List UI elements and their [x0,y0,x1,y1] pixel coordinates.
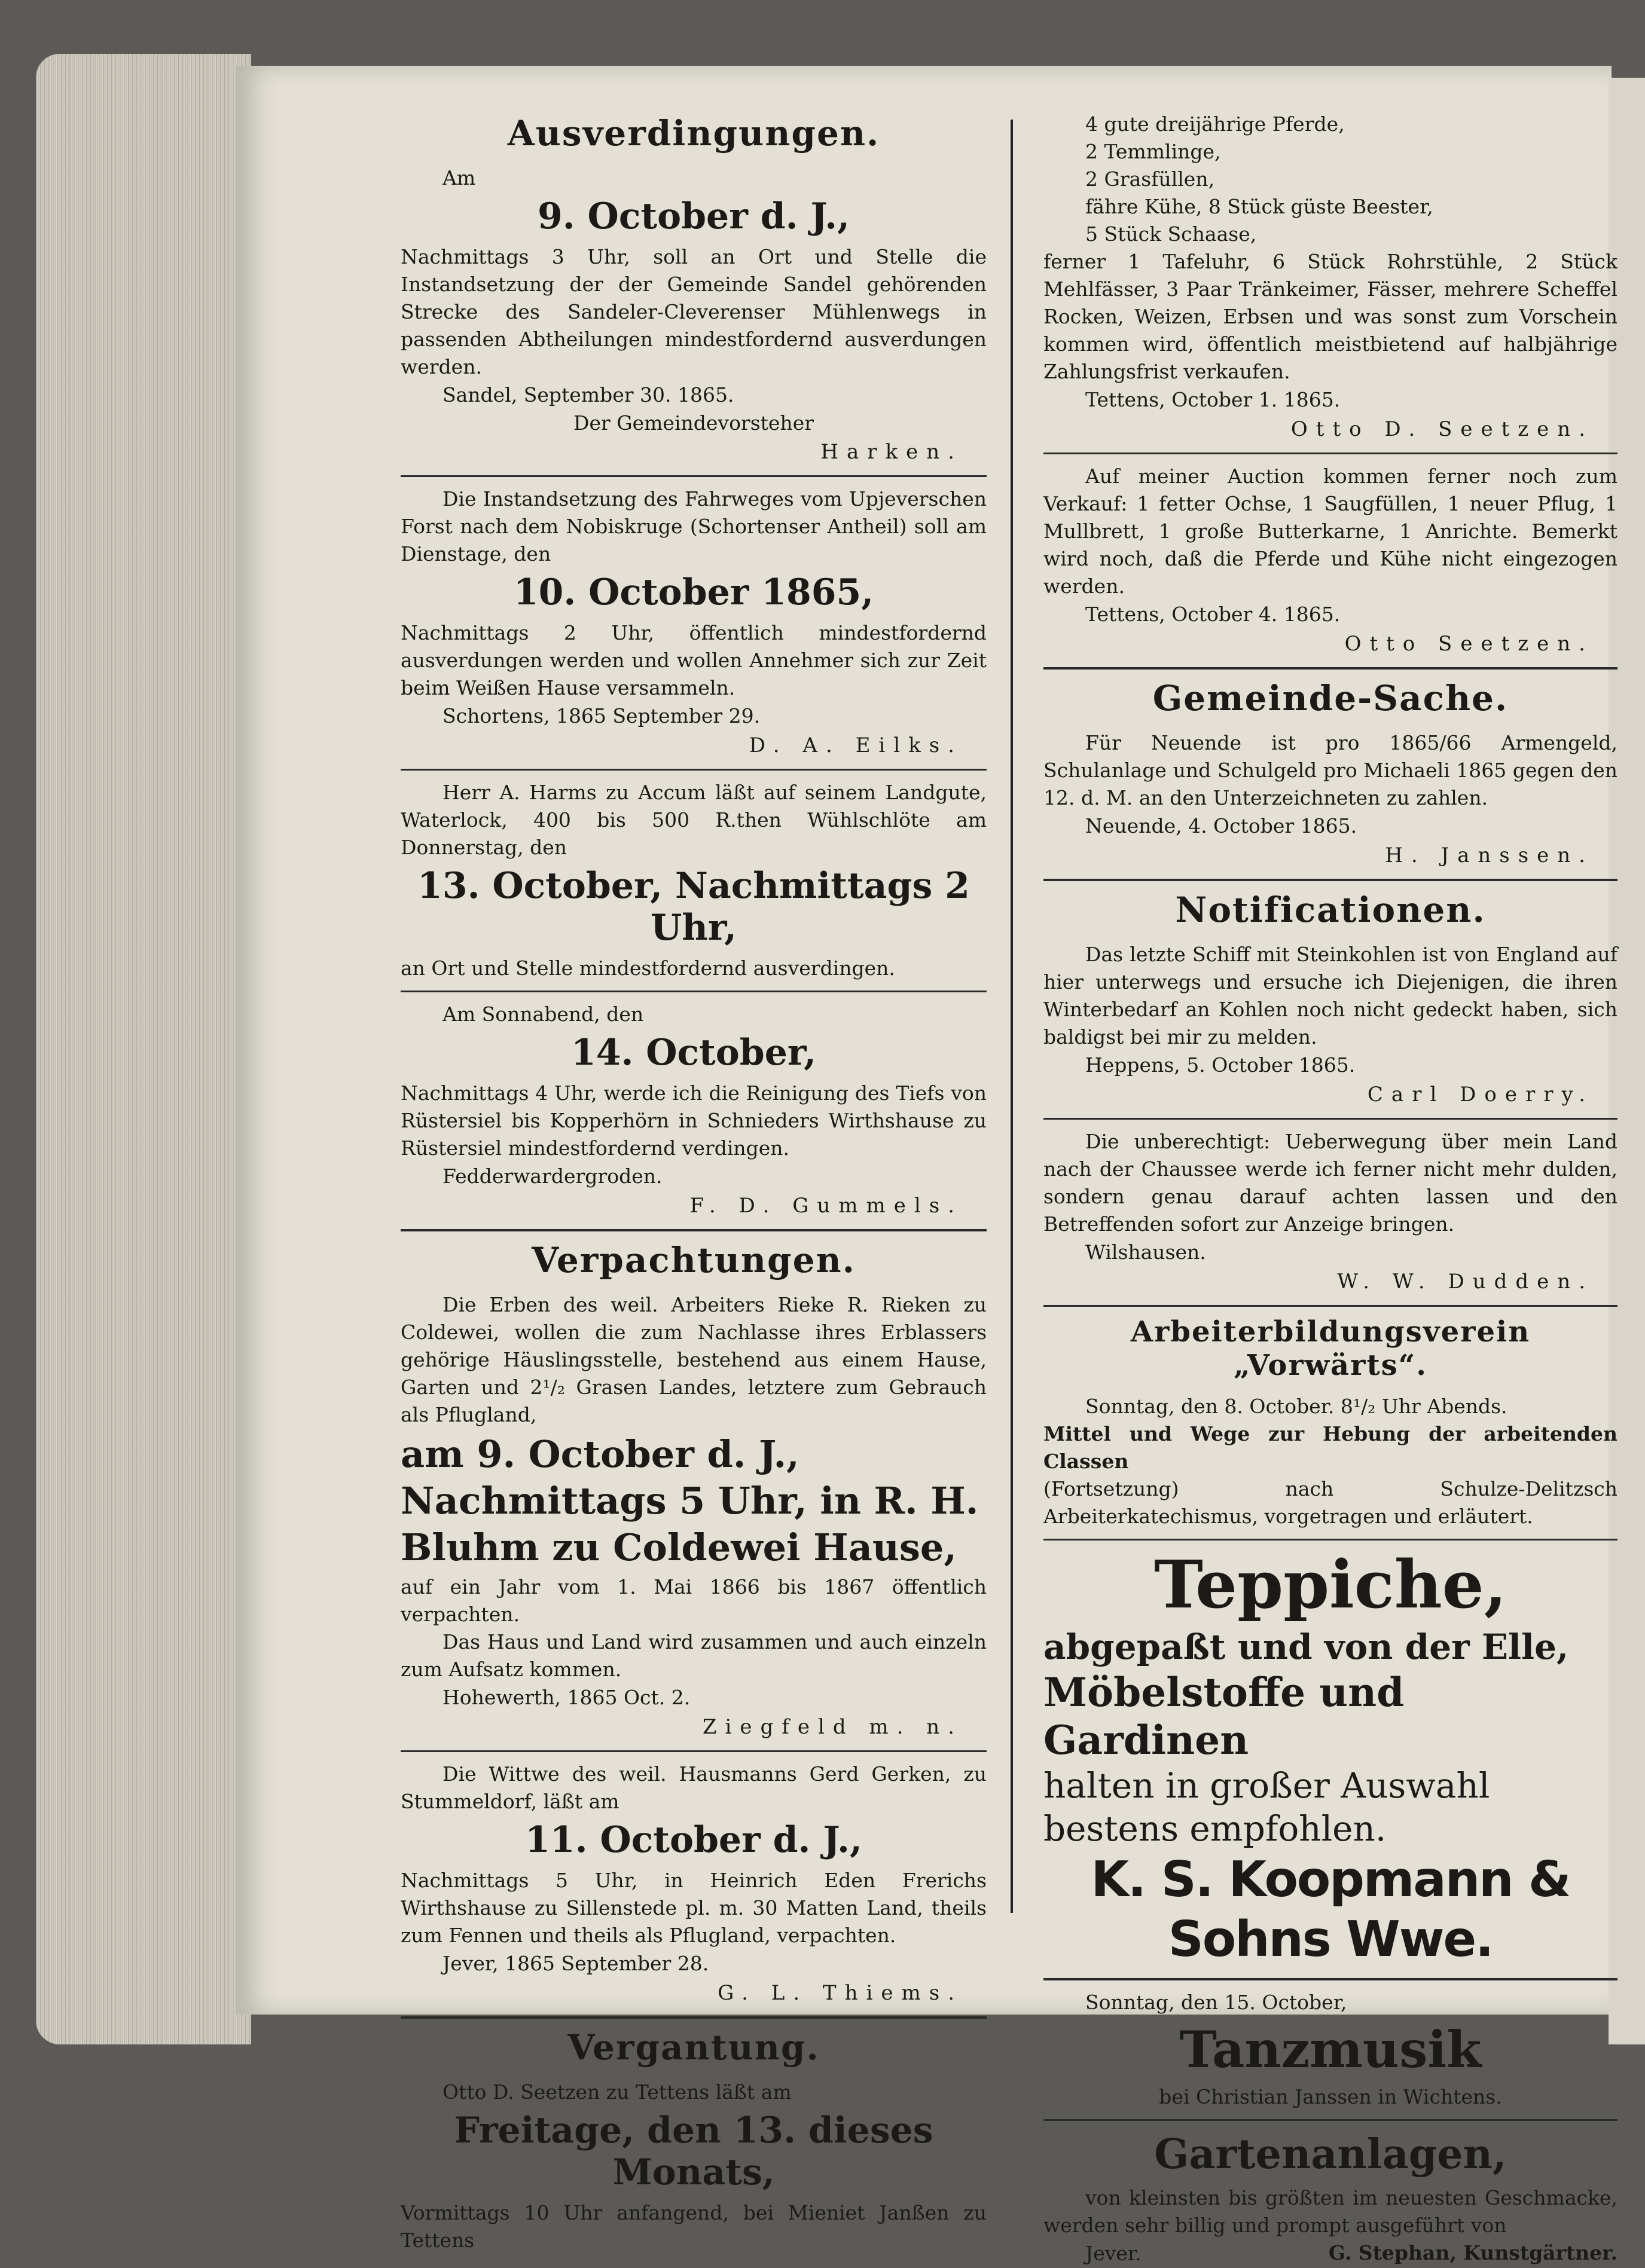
notice-date: 13. October, Nachmittags 2 Uhr, [417,865,970,949]
section-divider [1043,1978,1617,1980]
verein-heading: Arbeiterbildungsverein „Vorwärts“. [1130,1315,1531,1382]
notice-divider [1043,2119,1617,2121]
notice-text: Für Neuende ist pro 1865/66 Armengeld, Schulanlage und Schulgeld pro Michaeli 1865 gegen den 12. d. M. an den Unterzeichneten zu zahlen. [1043,731,1617,809]
garten-signature: G. Stephan, Kunstgärtner. [1328,2241,1617,2264]
section-divider [401,1229,987,1231]
notice-date: 10. October 1865, [513,571,874,613]
notice-place: Heppens, 5. October 1865. [1085,1053,1356,1077]
auction-item: fähre Kühe, 8 Stück güste Beester, [1085,195,1433,218]
gartenanlagen-headline: Gartenanlagen, [1154,2131,1507,2178]
tanzmusik-headline: Tanzmusik [1179,2020,1482,2079]
notice-date: am 9. October d. J., Nachmittags 5 Uhr, in R. H. Bluhm zu Coldewei Hause, [401,1432,979,1569]
notice-text: auf ein Jahr vom 1. Mai 1866 bis 1867 öffentlich verpachten. [401,1575,987,1626]
notice-text: an Ort und Stelle mindestfordernd ausverdingen. [401,956,895,980]
notice-divider [401,1750,987,1752]
notice-signature: Otto D. Seetzen. [1290,417,1594,441]
teppiche-line: Möbelstoffe und Gardinen [1043,1669,1405,1763]
notice-text: Die unberechtigt: Ueberwegung über mein Land nach der Chaussee werde ich ferner nicht mehr dulden, sondern genau darauf achten lassen und den Betreffenden sofort zur Anzeige bringen. [1043,1130,1617,1236]
notice-signature: Ziegfeld m. n. [702,1715,963,1739]
notice-text: Die Erben des weil. Arbeiters Rieke R. Rieken zu Coldewei, wollen die zum Nachlasse ihres Erblassers gehörige Häuslingsstelle, bestehend aus einem Hause, Garten und 2¹/₂ Grasen Landes, letztere zum Gebrauch als Pflugland, [401,1293,987,1426]
section-divider [401,2016,987,2019]
notice-divider [1043,1305,1617,1307]
notice-place: Neuende, 4. October 1865. [1085,814,1357,837]
auction-item: 5 Stück Schaase, [1085,222,1257,246]
book-page-edges [36,54,251,2044]
notice-text: Die Wittwe des weil. Hausmanns Gerd Gerken, zu Stummeldorf, läßt am [401,1762,987,1813]
notice-signature: W. W. Dudden. [1337,1270,1594,1294]
notice-text: Nachmittags 4 Uhr, werde ich die Reinigung des Tiefs von Rüstersiel bis Kopperhörn in Schnieders Wirthshause zu Rüstersiel mindestfordernd verdingen. [401,1081,987,1160]
notice-intro: Am Sonnabend, den [442,1002,644,1026]
auction-item: 2 Temmlinge, [1085,140,1221,163]
notice-text: Das Haus und Land wird zusammen und auch einzeln zum Aufsatz kommen. [401,1630,987,1681]
notice-divider [401,475,987,477]
verein-text: (Fortsetzung) nach Schulze-Delitzsch Arbeiterkatechismus, vorgetragen und erläutert. [1043,1477,1617,1528]
notice-signature: F. D. Gummels. [689,1194,963,1218]
left-column [401,111,987,2254]
notice-signature: Harken. [820,440,963,464]
auction-item: 2 Grasfüllen, [1085,167,1215,191]
notice-text: Die Instandsetzung des Fahrweges vom Upjeverschen Forst nach dem Nobiskruge (Schortenser Antheil) soll am Dienstage, den [401,487,987,566]
gemeinde-sache-heading: Gemeinde-Sache. [1152,678,1509,719]
notice-signature: Carl Doerry. [1367,1083,1594,1107]
notice-signature: D. A. Eilks. [749,733,963,757]
notice-divider [1043,1118,1617,1120]
notice-text: Nachmittags 3 Uhr, soll an Ort und Stelle die Instandsetzung der der Gemeinde Sandel gehörenden Strecke des Sandeler-Cleverenser Mühlenwegs in passenden Abtheilungen mindestfordernd ausverdungen werden. [401,245,987,378]
notificationen-heading: Notificationen. [1175,890,1486,930]
notice-divider [1043,453,1617,454]
notice-text: Herr A. Harms zu Accum läßt auf seinem Landgute, Waterlock, 400 bis 500 R.then Wühlschlöte am Donnerstag, den [401,781,987,859]
section-divider [1043,879,1617,881]
teppiche-line: halten in großer Auswahl bestens empfohlen. [1043,1765,1490,1849]
notice-text: Auf meiner Auction kommen ferner noch zum Verkauf: 1 fetter Ochse, 1 Saugfüllen, 1 neuer Pflug, 1 Mullbrett, 1 große Butterkarne, 1 Anrichte. Bemerkt wird noch, daß die Pferde und Kühe nicht eingezogen werden. [1043,464,1617,598]
teppiche-headline: Teppiche, [1153,1546,1507,1623]
garten-place: Jever. [1085,2242,1142,2265]
notice-text: Vormittags 10 Uhr anfangend, bei Mieniet Janßen zu Tettens [401,2201,987,2252]
notice-date: Freitage, den 13. dieses Monats, [454,2110,933,2193]
firm-name: K. S. Koopmann & Sohns Wwe. [1091,1851,1570,1968]
notice-signature: Otto Seetzen. [1344,632,1594,656]
notice-place: Sandel, September 30. 1865. [442,383,734,406]
tanz-text: bei Christian Janssen in Wichtens. [1159,2085,1502,2108]
garten-footer [1043,2239,1617,2268]
notice-text: Nachmittags 5 Uhr, in Heinrich Eden Frerichs Wirthshause zu Sillenstede pl. m. 30 Matten Land, theils zum Fennen und theils als Pflugland, verpachten. [401,1869,987,1947]
notice-text: Das letzte Schiff mit Steinkohlen ist von England auf hier unterwegs und ersuche ich Diejenigen, die ihren Winterbedarf an Kohlen noch nicht gedeckt haben, sich baldigst bei mir zu melden. [1043,943,1617,1049]
auction-item: 4 gute dreijährige Pferde, [1085,112,1345,136]
verein-topic: Mittel und Wege zur Hebung der arbeitenden Classen [1043,1422,1617,1473]
notice-divider [401,769,987,771]
notice-date: 14. October, [570,1032,817,1074]
notice-divider [1043,1539,1617,1540]
vergantung-heading: Vergantung. [567,2027,820,2068]
notice-place: Fedderwardergroden. [442,1164,663,1188]
notice-date: 9. October d. J., [538,195,850,237]
teppiche-line: abgepaßt und von der Elle, [1043,1627,1569,1667]
notice-signature: H. Janssen. [1385,843,1594,867]
notice-place: Tettens, October 1. 1865. [1085,388,1341,411]
ausverdingungen-heading: Ausverdingungen. [507,113,880,154]
notice-divider [401,991,987,992]
notice-place: Tettens, October 4. 1865. [1085,603,1341,626]
verein-date: Sonntag, den 8. October. 8¹/₂ Uhr Abends. [1085,1395,1507,1418]
notice-role: Der Gemeindevorsteher [573,411,814,435]
notice-date: 11. October d. J., [525,1819,862,1861]
notice-text: ferner 1 Tafeluhr, 6 Stück Rohrstühle, 2 Stück Mehlfässer, 3 Paar Tränkeimer, Fässer, mehrere Scheffel Rocken, Weizen, Erbsen und was sonst zum Vorschein kommen wird, öffentlich meistbietend auf halbjährige Zahlungsfrist verkaufen. [1043,250,1617,383]
notice-intro: Am [442,166,476,189]
notice-place: Hohewerth, 1865 Oct. 2. [442,1686,691,1709]
notice-place: Wilshausen. [1085,1240,1206,1264]
notice-place: Schortens, 1865 September 29. [442,704,761,728]
verpachtungen-heading: Verpachtungen. [532,1240,856,1280]
notice-text: Nachmittags 2 Uhr, öffentlich mindestfordernd ausverdungen werden und wollen Annehmer sich zur Zeit beim Weißen Hause versammeln. [401,621,987,699]
notice-text: Otto D. Seetzen zu Tettens läßt am [442,2080,792,2104]
section-divider [1043,667,1617,670]
notice-signature: G. L. Thiems. [718,1981,963,2005]
column-divider [1011,120,1013,1913]
garten-text: von kleinsten bis größten im neuesten Geschmacke, werden sehr billig und prompt ausgeführt von [1043,2186,1617,2237]
right-column [1043,111,1617,2268]
notice-place: Jever, 1865 September 28. [442,1952,709,1975]
tanz-date: Sonntag, den 15. October, [1085,1991,1347,2014]
